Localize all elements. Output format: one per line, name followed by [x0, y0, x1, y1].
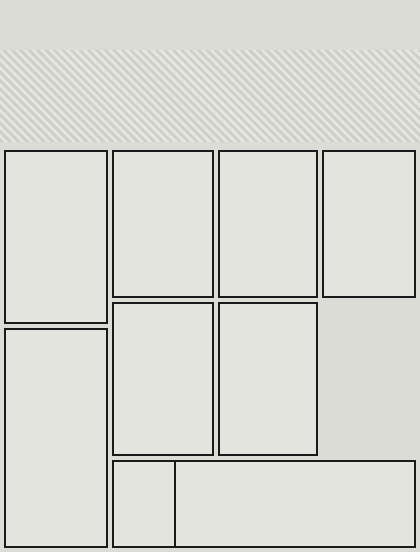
- box-body: [220, 304, 316, 310]
- nomination-guitar: [112, 150, 214, 298]
- announcement-bar: [112, 460, 416, 548]
- nomination-vocal: [4, 150, 108, 324]
- nomination-keyboards: [218, 302, 318, 456]
- announcement-label: [114, 462, 176, 546]
- nomination-image: [322, 150, 416, 298]
- nomination-drums: [112, 302, 214, 456]
- reader-appeal: [322, 302, 416, 456]
- box-body: [220, 152, 316, 158]
- announcement-text: [176, 462, 414, 546]
- box-body: [324, 152, 414, 158]
- box-body: [114, 304, 212, 310]
- nomination-song: [4, 328, 108, 548]
- kicker: [0, 0, 420, 52]
- box-body: [114, 152, 212, 158]
- headline: [0, 50, 420, 142]
- box-body: [6, 152, 106, 158]
- box-body: [6, 330, 106, 336]
- nomination-bass: [218, 150, 318, 298]
